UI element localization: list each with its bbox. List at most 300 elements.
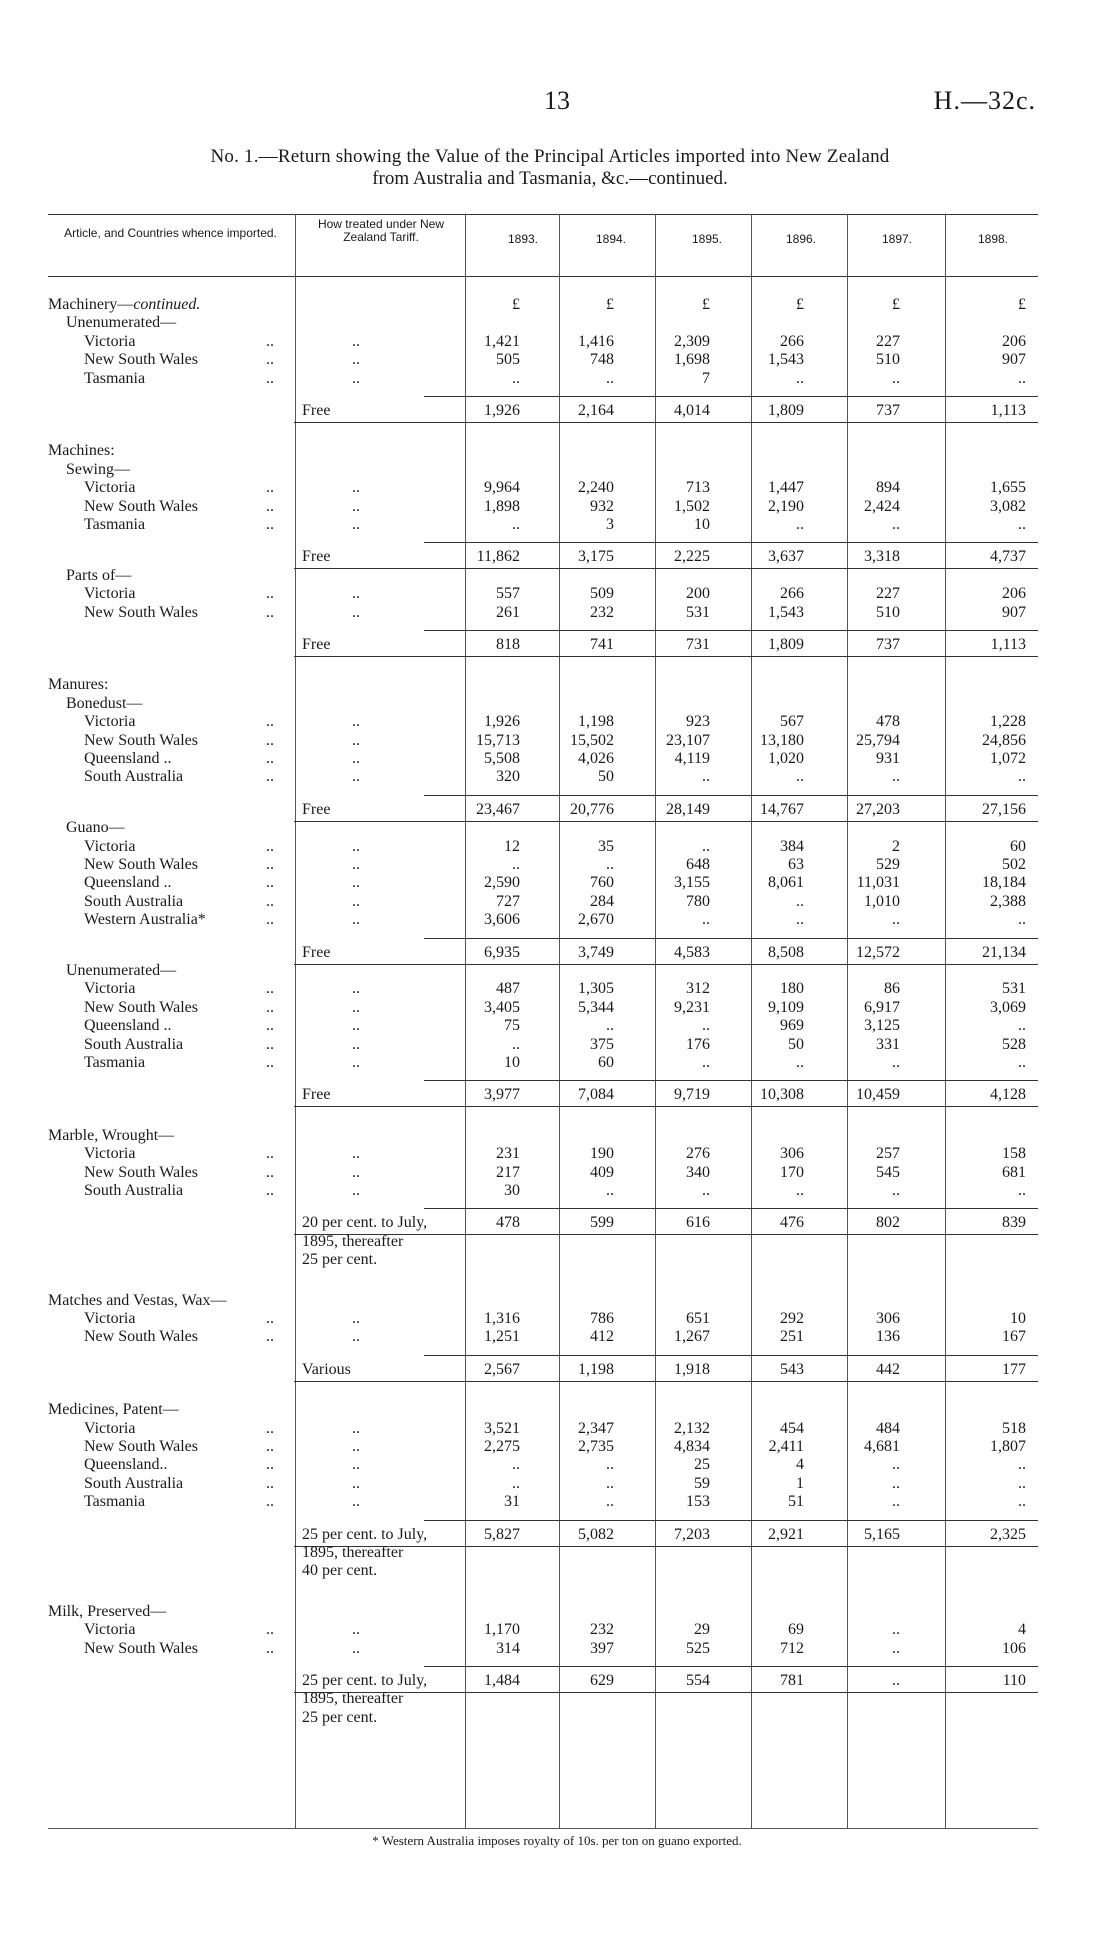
value-cell: .. <box>796 768 804 786</box>
tariff-cell: .. <box>352 369 360 387</box>
value-cell: 292 <box>780 1310 804 1327</box>
tariff-cell: .. <box>352 1182 360 1199</box>
value-cell: 397 <box>590 1639 614 1657</box>
value-cell: 51 <box>788 1493 804 1511</box>
value-cell: 15,502 <box>570 731 614 749</box>
value-cell: 599 <box>590 1214 614 1232</box>
value-cell: 487 <box>496 980 520 998</box>
value-cell: 616 <box>686 1214 710 1232</box>
footnote: * Western Australia imposes royalty of 10s. per ton on guano exported. <box>372 1833 742 1848</box>
value-cell: .. <box>1018 1456 1026 1474</box>
row-label: Parts of— <box>66 566 132 584</box>
row-label: Victoria <box>84 1621 136 1639</box>
tariff-cell: .. <box>352 1639 360 1657</box>
total-row <box>48 1214 1038 1232</box>
value-cell: .. <box>606 856 614 873</box>
row-label: New South Wales <box>84 998 198 1016</box>
value-cell: 170 <box>780 1163 804 1181</box>
row-label: New South Wales <box>84 1328 198 1346</box>
leader-dots: .. <box>266 1310 274 1327</box>
total-row <box>48 801 1038 819</box>
value-cell: 5,508 <box>484 750 520 767</box>
value-cell: .. <box>892 1182 900 1199</box>
value-cell: 176 <box>686 1035 710 1053</box>
subtotal-rule <box>424 396 1038 397</box>
value-cell: 1,416 <box>578 332 614 350</box>
leader-dots: .. <box>266 980 274 998</box>
label-row <box>48 695 1038 713</box>
tariff-cell: .. <box>352 768 360 786</box>
table-row <box>48 1640 1038 1658</box>
value-cell: 1,918 <box>674 1360 710 1378</box>
value-cell: .. <box>606 369 614 387</box>
value-cell: 931 <box>876 750 900 767</box>
value-cell: 3,175 <box>578 548 614 566</box>
total-row <box>48 1672 1038 1690</box>
value-cell: 748 <box>590 351 614 369</box>
value-cell: 2,347 <box>578 1419 614 1437</box>
value-cell: 818 <box>496 636 520 653</box>
value-cell: 476 <box>780 1214 804 1232</box>
value-cell: 384 <box>780 837 804 855</box>
table-row <box>48 296 1038 314</box>
value-cell: .. <box>606 1182 614 1199</box>
value-cell: 2,590 <box>484 874 520 892</box>
value-cell: 340 <box>686 1163 710 1181</box>
value-cell: 894 <box>876 479 900 497</box>
value-cell: 510 <box>876 351 900 369</box>
row-label: Victoria <box>84 837 136 855</box>
value-cell: 3,521 <box>484 1419 520 1437</box>
value-cell: £ <box>1018 296 1026 313</box>
row-label: New South Wales <box>84 856 198 873</box>
row-label: Tasmania <box>84 516 146 533</box>
row-label: Milk, Preserved— <box>48 1602 167 1620</box>
value-cell: .. <box>512 1035 520 1053</box>
value-cell: 531 <box>1002 980 1026 998</box>
value-cell: 276 <box>686 1145 710 1163</box>
tariff-cell: 25 per cent. to July, <box>302 1525 428 1543</box>
value-cell: 3,318 <box>864 548 900 566</box>
value-cell: 3,069 <box>990 998 1026 1016</box>
value-cell: 1,809 <box>768 402 804 419</box>
value-cell: 29 <box>694 1621 710 1639</box>
value-cell: 529 <box>876 856 900 873</box>
leader-dots: .. <box>266 1621 274 1639</box>
value-cell: 158 <box>1002 1145 1026 1163</box>
tariff-cell: .. <box>352 479 360 497</box>
row-label: Queensland.. <box>84 1456 168 1474</box>
value-cell: 543 <box>780 1360 804 1378</box>
value-cell: 6,935 <box>484 943 520 961</box>
value-cell: 510 <box>876 603 900 621</box>
value-cell: 217 <box>496 1163 520 1181</box>
row-label: Tasmania <box>84 1493 146 1511</box>
value-cell: 11,031 <box>856 874 900 892</box>
label-row <box>48 567 1038 585</box>
value-cell: 331 <box>876 1035 900 1053</box>
value-cell: .. <box>1018 1182 1026 1199</box>
value-cell: 969 <box>780 1017 804 1035</box>
value-cell: .. <box>606 1017 614 1035</box>
row-label: Machinery—continued. <box>48 296 201 313</box>
table-row <box>48 1310 1038 1328</box>
value-cell: 266 <box>780 585 804 603</box>
value-cell: .. <box>796 1054 804 1071</box>
table-row <box>48 1438 1038 1456</box>
header-tariff: How treated under New Zealand Tariff. <box>317 217 445 244</box>
value-cell: 10 <box>504 1054 520 1071</box>
value-cell: 727 <box>496 892 520 910</box>
value-cell: 1,484 <box>484 1672 520 1689</box>
value-cell: .. <box>606 1493 614 1511</box>
value-cell: .. <box>702 768 710 786</box>
tariff-cell: .. <box>352 603 360 621</box>
value-cell: 7 <box>702 369 710 387</box>
value-cell: 251 <box>780 1328 804 1346</box>
value-cell: 306 <box>780 1145 804 1163</box>
tariff-cell: .. <box>352 1017 360 1035</box>
value-cell: 9,109 <box>768 998 804 1016</box>
row-label: Tasmania <box>84 1054 146 1071</box>
table-row <box>48 1054 1038 1072</box>
value-cell: .. <box>1018 911 1026 929</box>
value-cell: £ <box>606 296 614 313</box>
label-row <box>48 1690 1038 1708</box>
label-row <box>48 1544 1038 1562</box>
leader-dots: .. <box>266 768 274 786</box>
value-cell: 1,251 <box>484 1328 520 1346</box>
value-cell: 442 <box>876 1360 900 1378</box>
value-cell: .. <box>512 856 520 873</box>
total-row <box>48 636 1038 654</box>
value-cell: 27,156 <box>982 800 1026 818</box>
value-cell: 2,735 <box>578 1438 614 1455</box>
value-cell: .. <box>796 369 804 387</box>
row-label: Unenumerated— <box>66 962 177 979</box>
value-cell: £ <box>892 296 900 313</box>
tariff-cell: .. <box>352 874 360 892</box>
value-cell: 10,308 <box>760 1086 804 1104</box>
value-cell: 206 <box>1002 332 1026 350</box>
row-label: Victoria <box>84 1310 136 1327</box>
header-year-1895: 1895. <box>691 232 723 246</box>
table-row <box>48 1621 1038 1639</box>
leader-dots: .. <box>266 1456 274 1474</box>
value-cell: 557 <box>496 585 520 603</box>
leader-dots: .. <box>266 1474 274 1492</box>
value-cell: 731 <box>686 636 710 653</box>
label-row <box>48 1401 1038 1419</box>
leader-dots: .. <box>266 1035 274 1053</box>
value-cell: 1,898 <box>484 497 520 515</box>
value-cell: 9,231 <box>674 998 710 1016</box>
value-cell: 1,113 <box>990 636 1026 653</box>
row-label: Western Australia* <box>84 911 206 929</box>
row-label: New South Wales <box>84 1438 198 1455</box>
leader-dots: .. <box>266 1639 274 1657</box>
page-number: 13 <box>544 86 570 115</box>
value-cell: 713 <box>686 479 710 497</box>
value-cell: 28,149 <box>666 800 710 818</box>
value-cell: 737 <box>876 636 900 653</box>
value-cell: 781 <box>780 1672 804 1689</box>
value-cell: 3,977 <box>484 1086 520 1104</box>
value-cell: .. <box>892 1456 900 1474</box>
leader-dots: .. <box>266 1182 274 1199</box>
value-cell: 284 <box>590 892 614 910</box>
row-label: Victoria <box>84 585 136 603</box>
tariff-cell: .. <box>352 332 360 350</box>
row-label: Queensland .. <box>84 750 172 767</box>
leader-dots: .. <box>266 750 274 767</box>
tariff-cell: Free <box>302 943 331 961</box>
table-row <box>48 604 1038 622</box>
tariff-cell: .. <box>352 837 360 855</box>
tariff-cell: .. <box>352 1310 360 1327</box>
value-cell: 2,309 <box>674 332 710 350</box>
value-cell: .. <box>892 516 900 533</box>
leader-dots: .. <box>266 585 274 603</box>
value-cell: 13,180 <box>760 731 804 749</box>
label-row <box>48 314 1038 332</box>
value-cell: 484 <box>876 1419 900 1437</box>
value-cell: 554 <box>686 1672 710 1689</box>
value-cell: .. <box>512 516 520 533</box>
leader-dots: .. <box>266 713 274 731</box>
table-row <box>48 874 1038 892</box>
label-row <box>48 1127 1038 1145</box>
document-reference: H.—32c. <box>933 86 1036 115</box>
table-row <box>48 732 1038 750</box>
value-cell: 2,388 <box>990 892 1026 910</box>
tariff-cell: .. <box>352 713 360 731</box>
value-cell: 375 <box>590 1035 614 1053</box>
value-cell: 1,113 <box>990 402 1026 419</box>
leader-dots: .. <box>266 1328 274 1346</box>
tariff-cell: .. <box>352 892 360 910</box>
value-cell: 3,606 <box>484 911 520 929</box>
value-cell: 1,020 <box>768 750 804 767</box>
leader-dots: .. <box>266 1054 274 1071</box>
leader-dots: .. <box>266 351 274 369</box>
value-cell: 6,917 <box>864 998 900 1016</box>
value-cell: 681 <box>1002 1163 1026 1181</box>
leader-dots: .. <box>266 1419 274 1437</box>
value-cell: 60 <box>598 1054 614 1071</box>
subtotal-rule <box>424 1520 1038 1521</box>
header-article: Article, and Countries whence imported. <box>64 226 277 240</box>
row-label: Matches and Vestas, Wax— <box>48 1291 227 1309</box>
total-row <box>48 944 1038 962</box>
value-cell: 18,184 <box>982 874 1026 892</box>
value-cell: 923 <box>686 713 710 731</box>
subtotal-rule <box>424 1666 1038 1667</box>
value-cell: .. <box>1018 516 1026 533</box>
label-row <box>48 461 1038 479</box>
value-cell: 737 <box>876 402 900 419</box>
subtotal-rule-bottom <box>294 1381 1038 1382</box>
value-cell: 227 <box>876 332 900 350</box>
tariff-cell: .. <box>352 516 360 533</box>
value-cell: .. <box>606 1456 614 1474</box>
value-cell: 27,203 <box>856 800 900 818</box>
value-cell: 14,767 <box>760 800 804 818</box>
value-cell: 4,026 <box>578 750 614 767</box>
row-label: Victoria <box>84 479 136 497</box>
header-year-1897: 1897. <box>881 232 913 246</box>
row-label: South Australia <box>84 1035 184 1053</box>
row-label: Manures: <box>48 676 109 694</box>
value-cell: .. <box>1018 1054 1026 1071</box>
value-cell: 136 <box>876 1328 900 1346</box>
value-cell: 545 <box>876 1163 900 1181</box>
row-label: South Australia <box>84 768 184 786</box>
row-label: Victoria <box>84 1419 136 1437</box>
value-cell: .. <box>702 837 710 855</box>
value-cell: 1,807 <box>990 1438 1026 1455</box>
row-label: Queensland .. <box>84 1017 172 1035</box>
value-cell: 7,203 <box>674 1525 710 1543</box>
table-row <box>48 498 1038 516</box>
value-cell: 50 <box>598 768 614 786</box>
value-cell: 261 <box>496 603 520 621</box>
value-cell: 3,749 <box>578 943 614 961</box>
label-row <box>48 962 1038 980</box>
leader-dots: .. <box>266 497 274 515</box>
value-cell: 2,240 <box>578 479 614 497</box>
total-row <box>48 1526 1038 1544</box>
leader-dots: .. <box>266 998 274 1016</box>
value-cell: 23,107 <box>666 731 710 749</box>
value-cell: 648 <box>686 856 710 873</box>
subtotal-rule <box>424 1355 1038 1356</box>
value-cell: 2,225 <box>674 548 710 566</box>
value-cell: 1,447 <box>768 479 804 497</box>
subtotal-rule <box>424 542 1038 543</box>
table-row <box>48 1493 1038 1511</box>
tariff-cell: 1895, thereafter <box>302 1232 404 1250</box>
tariff-cell: Free <box>302 636 331 653</box>
row-label: New South Wales <box>84 603 198 621</box>
leader-dots: .. <box>266 479 274 497</box>
value-cell: 167 <box>1002 1328 1026 1346</box>
value-cell: .. <box>892 1054 900 1071</box>
row-label: Marble, Wrought— <box>48 1126 175 1144</box>
row-label: New South Wales <box>84 351 198 369</box>
value-cell: 24,856 <box>982 731 1026 749</box>
table-row <box>48 713 1038 731</box>
value-cell: 8,508 <box>768 943 804 961</box>
value-cell: 2,424 <box>864 497 900 515</box>
value-cell: 1,421 <box>484 332 520 350</box>
tariff-cell: Free <box>302 800 331 818</box>
value-cell: 23,467 <box>476 800 520 818</box>
value-cell: 1,170 <box>484 1621 520 1639</box>
value-cell: 180 <box>780 980 804 998</box>
value-cell: 106 <box>1002 1639 1026 1657</box>
leader-dots: .. <box>266 332 274 350</box>
label-row <box>48 1562 1038 1580</box>
value-cell: £ <box>796 296 804 313</box>
value-cell: 30 <box>504 1182 520 1199</box>
value-cell: 21,134 <box>982 943 1026 961</box>
tariff-cell: .. <box>352 1419 360 1437</box>
row-label: Victoria <box>84 1145 136 1163</box>
tariff-cell: .. <box>352 1456 360 1474</box>
value-cell: 153 <box>686 1493 710 1511</box>
value-cell: 31 <box>504 1493 520 1511</box>
table-row <box>48 1182 1038 1200</box>
row-label: New South Wales <box>84 1163 198 1181</box>
value-cell: 4,737 <box>990 548 1026 566</box>
value-cell: 454 <box>780 1419 804 1437</box>
value-cell: 1,543 <box>768 351 804 369</box>
table-row <box>48 1420 1038 1438</box>
value-cell: 9,964 <box>484 479 520 497</box>
value-cell: 63 <box>788 856 804 873</box>
tariff-cell: .. <box>352 1621 360 1639</box>
value-cell: 5,082 <box>578 1525 614 1543</box>
value-cell: .. <box>892 1474 900 1492</box>
leader-dots: .. <box>266 892 274 910</box>
value-cell: 2,567 <box>484 1360 520 1378</box>
table-row <box>48 516 1038 534</box>
table-title <box>60 146 1040 190</box>
value-cell: 1,502 <box>674 497 710 515</box>
leader-dots: .. <box>266 731 274 749</box>
label-row <box>48 1233 1038 1251</box>
value-cell: 60 <box>1010 837 1026 855</box>
value-cell: 266 <box>780 332 804 350</box>
row-label: Sewing— <box>66 460 130 478</box>
value-cell: 75 <box>504 1017 520 1035</box>
value-cell: 4 <box>796 1456 804 1474</box>
table-row <box>48 1456 1038 1474</box>
tariff-cell: .. <box>352 856 360 873</box>
row-label: South Australia <box>84 1474 184 1492</box>
subtotal-rule <box>424 630 1038 631</box>
value-cell: .. <box>702 1017 710 1035</box>
value-cell: .. <box>512 369 520 387</box>
value-cell: 651 <box>686 1310 710 1327</box>
value-cell: .. <box>1018 1017 1026 1035</box>
leader-dots: .. <box>266 369 274 387</box>
value-cell: 2,670 <box>578 911 614 929</box>
tariff-cell: 40 per cent. <box>302 1562 378 1580</box>
value-cell: 1 <box>796 1474 804 1492</box>
value-cell: 412 <box>590 1328 614 1346</box>
value-cell: 629 <box>590 1672 614 1689</box>
value-cell: .. <box>892 369 900 387</box>
value-cell: .. <box>796 911 804 929</box>
value-cell: 4,128 <box>990 1086 1026 1104</box>
value-cell: 505 <box>496 351 520 369</box>
value-cell: 5,827 <box>484 1525 520 1543</box>
subtotal-rule-bottom <box>294 656 1038 657</box>
value-cell: 314 <box>496 1639 520 1657</box>
table-row <box>48 768 1038 786</box>
label-row <box>48 442 1038 460</box>
total-row <box>48 1361 1038 1379</box>
tariff-cell: .. <box>352 1054 360 1071</box>
tariff-cell: 25 per cent. <box>302 1251 378 1269</box>
value-cell: 1,543 <box>768 603 804 621</box>
value-cell: 227 <box>876 585 900 603</box>
value-cell: 528 <box>1002 1035 1026 1053</box>
table-bottom-rule <box>48 1828 1038 1829</box>
title-line-1: No. 1.—Return showing the Value of the Principal Articles imported into New Zealand <box>210 146 890 167</box>
